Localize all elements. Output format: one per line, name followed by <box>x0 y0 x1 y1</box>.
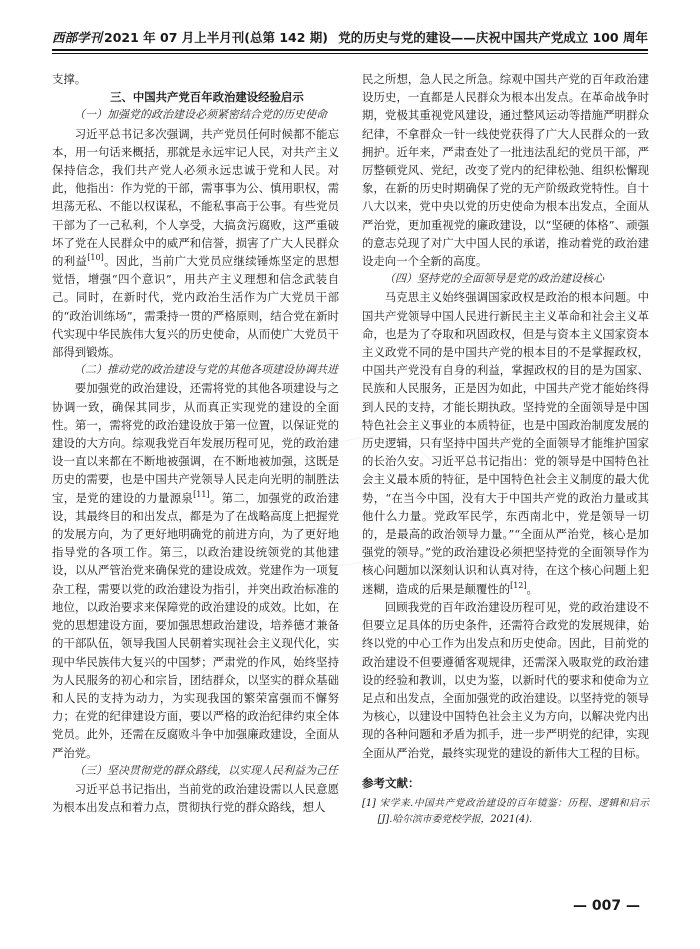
references-title: 参考文献： <box>362 775 420 790</box>
citation: [10] <box>87 253 104 263</box>
citation: [11] <box>193 489 210 499</box>
text-run: 要加强党的政治建设，还需将党的其他各项建设与之协调一致，确保其同步，从而真正实现党的建设的全面性。第一，需将党的政治建设放于第一位置，以保证党的建设的大方向。综观我党百年发展历程可见，党的政治建设一直以来都在不断地被强调，在不断地被加强，这既是历史的需要，也是中国共产党领导人民走向光明的制胜法宝，是党的建设的力量源泉 <box>52 381 339 505</box>
journal-issue <box>52 28 328 46</box>
header-rule-thin <box>52 53 648 54</box>
issue-info: 2021 年 07 月上半月刊(总第 142 期) <box>104 30 328 45</box>
reference-item: [1] 宋学来.中国共产党政治建设的百年镜鉴：历程、逻辑和启示[J].哈尔滨市委党校学报，2021(4). <box>362 797 649 825</box>
paragraph: 习近平总书记指出，当前党的政治建设需以人民意愿为根本出发点和着力点，贯彻执行党的群众路线，想人 <box>52 781 339 815</box>
subsection-heading: （三）坚决贯彻党的群众路线，以实现人民利益为己任 <box>74 763 338 777</box>
right-column <box>362 70 649 828</box>
text-run: 。 <box>526 581 538 596</box>
text-run: 习近平总书记多次强调，共产党员任何时候都不能忘本，用一句话来概括，那就是永远牢记人民，对共产主义保持信念，我们共产党人必须永远忠诚于党和人民。对此，他指出：作为党的干部，需事事为公、慎用职权，需坦荡无私、不能以权谋私，不能私事高于公事。有些党员干部为了一己私利，个人享受，大搞贪污腐败，这严重破坏了党在人民群众中的威严和信誉，损害了广大人民群众的利益 <box>52 126 339 269</box>
paragraph <box>362 288 649 597</box>
subsection-heading: （一）加强党的政治建设必须紧密结合党的历史使命 <box>74 108 327 122</box>
page-number: — 007 — <box>573 898 640 914</box>
paragraph: 民之所想，急人民之所急。综观中国共产党的百年政治建设历史，一直都是人民群众为根本出发点。在革命战争时期，党极其重视党风建设，通过整风运动等措施严明群众纪律，不拿群众一针一线使党获得了广大人民群众的一致拥护。近年来，严肃查处了一批违法乱纪的党员干部，严厉整顿党风、党纪，改变了党内的纪律松弛、组织松懈现象，在新的历史时期确保了党的无产阶级政党特性。自十八大以来，党中央以党的历史使命为根本出发点，全面从严治党，更加重视党的廉政建设，以“坚硬的体格”、顽强的意志兑现了对广大中国人民的承诺，推动着党的政治建设走向一个全新的高度。 <box>362 72 649 269</box>
subsection-heading: （四）坚持党的全面领导是党的政治建设核心 <box>384 272 604 286</box>
subsection-heading: （二）推动党的政治建设与党的其他各项建设协调共进 <box>74 363 338 377</box>
section-heading: 三、中国共产党百年政治建设经验启示 <box>110 90 304 105</box>
text-run: 。因此，当前广大党员应继续锤炼坚定的思想觉悟，增强“四个意识”，用共产主义理想和信念武装自己。同时，在新时代，党内政治生活作为广大党员干部的“政治训练场”，需秉持一贯的严格原则，结合党在新时代实现中华民族伟大复兴的历史使命，从而使广大党员干部得到锻炼。 <box>52 254 339 360</box>
journal-name: 西部学刊 <box>52 30 103 45</box>
paragraph: 支撑。 <box>52 72 87 86</box>
references <box>362 774 649 828</box>
paragraph <box>52 125 339 362</box>
column-title: 党的历史与党的建设——庆祝中国共产党成立 100 周年 <box>338 30 648 45</box>
text-run: 马克思主义始终强调国家政权是政治的根本问题。中国共产党领导中国人民进行新民主主义革命和社会主义革命，也是为了夺取和巩固政权，但是与资本主义国家资本主义政党不同的是中国共产党的根本目的不是掌握政权，中国共产党没有自身的利益，掌握政权的目的是为国家、民族和人民服务，正是因为如此，中国共产党才能始终得到人民的支持，才能长期执政。坚持党的全面领导是中国特色社会主义事业的本质特征，也是中国政治制度发展的历史逻辑，只有坚持中国共产党的全面领导才能维护国家的长治久安。习近平总书记指出：党的领导是中国特色社会主义最本质的特征，是中国特色社会主义制度的最大优势，“在当今中国，没有大于中国共产党的政治力量或其他什么力量。党政军民学，东西南北中，党是领导一切的，是最高的政治领导力量。”“全面从严治党，核心是加强党的领导。”党的政治建设必须把坚持党的全面领导作为核心问题加以深刻认识和认真对待，在这个核心问题上犯迷糊，造成的后果是颠覆性的 <box>362 290 649 596</box>
text-run: 。第二，加强党的政治建设，其最终目的和出发点，都是为了在战略高度上把握党的发展方向，为了更好地明确党的前进方向，为了更好地指导党的各项工作。第三，以政治建设统领党的其他建设，以从严管治党来确保党的建设成效。党建作为一项复杂工程，需要以党的政治建设为指引，并突出政治标准的地位，以政治要求来保障党的政治建设的成效。比如，在党的思想建设方面，要加强思想政治建设，培养德才兼备的干部队伍，领导我国人民朝着实现社会主义现代化，实现中华民族伟大复兴的中国梦；严肃党的作风，始终坚持为人民服务的初心和宗旨，团结群众，以坚实的群众基础和人民的支持为动力，为实现我国的繁荣富强而不懈努力；在党的纪律建设方面，要以严格的政治纪律约束全体党员。此外，还需在反腐败斗争中加强廉政建设，全面从严治党。 <box>52 490 339 760</box>
paragraph: 回顾我党的百年政治建设历程可见，党的政治建设不但要立足具体的历史条件，还需符合政党的发展规律，始终以党的中心工作为出发点和历史使命。因此，目前党的政治建设不但要遵循客观规律，还需深入吸取党的政治建设的经验和教训，以史为鉴，以新时代的要求和使命为立足点和出发点，全面加强党的政治建设。以坚持党的领导为核心，以建设中国特色社会主义为方向，以解决党内出现的各种问题和矛盾为抓手，进一步严明党的纪律，实现全面从严治党，最终实现党的建设的新伟大工程的目标。 <box>362 599 649 760</box>
running-header <box>52 24 648 46</box>
citation: [12] <box>510 580 527 590</box>
header-rule <box>52 49 648 51</box>
left-column <box>52 70 339 816</box>
paragraph <box>52 379 339 761</box>
